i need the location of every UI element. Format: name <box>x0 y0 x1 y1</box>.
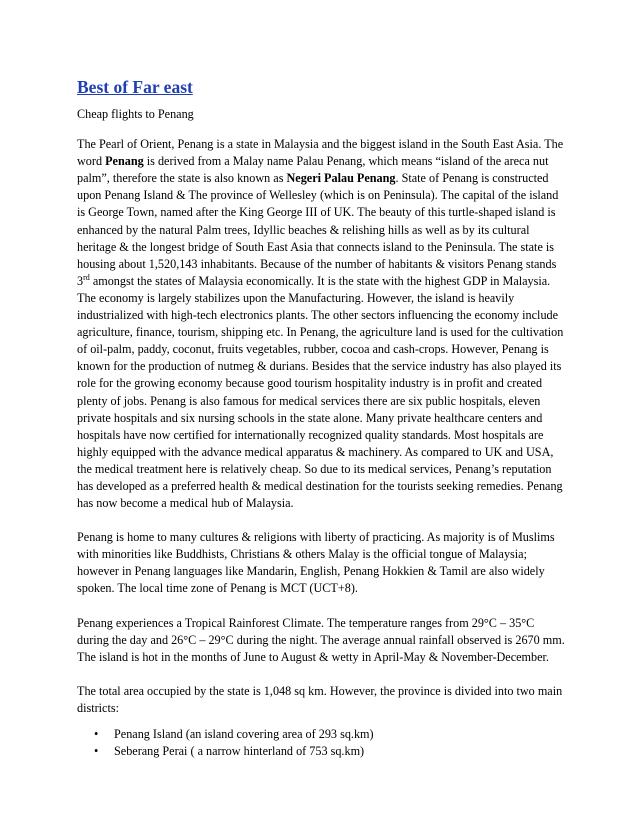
ordinal-superscript: rd <box>83 272 90 282</box>
paragraph-overview <box>77 136 569 512</box>
text-run: is derived from a Malay name Palau Penang, which means “island of the areca nut palm”, therefore the state is also known as <box>77 154 549 186</box>
list-item: • Penang Island (an island covering area of 293 sq.km) <box>77 726 569 743</box>
document-body <box>77 76 569 760</box>
paragraph-culture: Penang is home to many cultures & religions with liberty of practicing. As majority is of Muslims with minorities like Buddhists, Christians & others Malay is the official tongue of Malaysia; however in Penang languages like Mandarin, English, Penang Hokkien & Tamil are also widely spoken. The local time zone of Penang is MCT (UCT+8). <box>77 530 555 596</box>
districts-list <box>77 726 569 760</box>
list-item: • Seberang Perai ( a narrow hinterland of 753 sq.km) <box>77 743 569 760</box>
paragraph-climate: Penang experiences a Tropical Rainforest Climate. The temperature ranges from 29°C – 35°C during the day and 26°C – 29°C during the night. The average annual rainfall observed is 2670 mm. The island is hot in the months of June to August & wetty in April-May & November-December. <box>77 615 565 664</box>
bold-term-penang: Penang <box>105 154 144 169</box>
page-title[interactable]: Best of Far east <box>77 77 193 97</box>
text-run: The Pearl of Orient, Penang is a state in Malaysia and the biggest island in the South East Asia. The word <box>77 137 564 169</box>
bold-term-negeri-palau-penang: Negeri Palau Penang <box>286 171 396 186</box>
paragraph-area: The total area occupied by the state is 1,048 sq km. However, the province is divided into two main districts: <box>77 683 563 715</box>
subtitle: Cheap flights to Penang <box>77 107 194 121</box>
text-run: . State of Penang is constructed upon Penang Island & The province of Wellesley (which is on Peninsula). The capital of the island is George Town, named after the King George III of UK. The beauty of this turtle-shaped island is enhanced by the natural Palm trees, Idyllic beaches & relishing hills as well as by its cultural heritage & the longest bridge of South East Asia that connects island to the Peninsula. The state is housing about 1,520,143 inhabitants. Because of the number of habitants & visitors Penang stands 3 <box>77 171 559 288</box>
text-run: amongst the states of Malaysia economically. It is the state with the highest GDP in Malaysia. The economy is largely stabilizes upon the Manufacturing. However, the island is heavily industrialized with high-tech electronics plants. The other sectors influencing the economy include agriculture, finance, tourism, shipping etc. In Penang, the agriculture land is used for the cultivation of oil-palm, paddy, coconut, fruits vegetables, rubber, cocoa and cash-crops. However, Penang is known for the production of nutmeg & durians. Besides that the service industry has also played its role for the growing economy because good tourism hospitality industry is in profit and created plenty of jobs. Penang is also famous for medical services there are six public hospitals, eleven private hospitals and six nursing schools in the state alone. Many private healthcare centers and hospitals have now certified for internationally recognized quality standards. Most hospitals are highly equipped with the advance medical apparatus & machinery. As compared to UK and USA, the medical treatment here is relatively cheap. So due to its medical services, Penang’s reputation has developed as a preferred health & medical destination for the tourists seeking remedies. Penang has now become a medical hub of Malaysia. <box>77 273 564 511</box>
